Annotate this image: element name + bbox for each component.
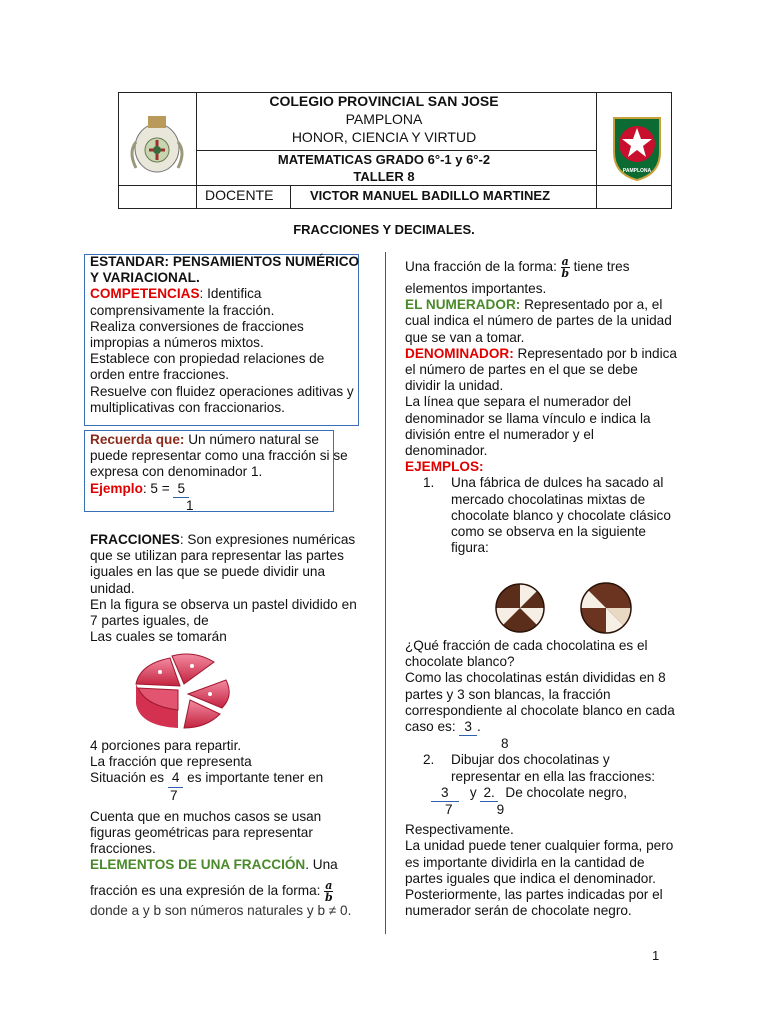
school-motto: HONOR, CIENCIA Y VIRTUD	[291, 129, 477, 145]
fracciones-label: FRACCIONES	[90, 532, 180, 547]
cuenta-text: Cuenta que en muchos casos se usan figuras geométricas para representar fracciones.	[90, 808, 322, 857]
example-1	[405, 475, 677, 556]
situacion-paragraph	[90, 770, 362, 787]
teacher-label: DOCENTE	[205, 187, 274, 203]
porciones-text: 4 porciones para repartir.	[90, 738, 242, 753]
ejemplo-label: Ejemplo	[90, 480, 143, 496]
competencias-paragraph	[90, 286, 360, 318]
recuerda-paragraph	[90, 432, 355, 481]
example-1-number: 1.	[423, 475, 435, 491]
standard-text: ESTANDAR: PENSAMIENTOS NUMÉRICO Y VARIACIONAL.	[90, 254, 360, 286]
school-city: PAMPLONA	[345, 111, 423, 127]
ejemplo-paragraph	[90, 481, 355, 498]
example-1-text: Una fábrica de dulces ha sacado al mercado chocolatinas mixtas de chocolate blanco y chocolate clásico como se observa en la siguiente figura:	[451, 475, 671, 556]
page-number: 1	[652, 948, 660, 963]
fraction-ab-right: $\frac{a}{b}$	[561, 255, 570, 280]
fractions-line	[405, 785, 677, 802]
donde-text: donde a y b son números naturales y b ≠ 0.	[90, 902, 352, 918]
workshop-number: TALLER 8	[353, 169, 415, 184]
fractions-denominators	[405, 802, 677, 818]
fracciones-paragraph	[90, 532, 362, 597]
como-paragraph: Como las chocolatinas están divididas en 8 partes y 3 son blancas, la fracción correspondiente al chocolate blanco en cada caso es: 3 .	[405, 670, 677, 736]
fraction-2-denominator: 9	[496, 802, 505, 818]
como-denominator: 8	[501, 736, 509, 752]
fracciones-text: : Son expresiones numéricas que se utilizan para representar las partes iguales en las que se puede dividir una unidad.	[90, 532, 356, 596]
denominador-text: Representado por b indica el número de partes en el que se debe dividir la unidad.	[405, 345, 677, 394]
competencia-4: Resuelve con fluidez operaciones aditivas y multiplicativas con fraccionarios.	[90, 383, 354, 415]
competencias-text: : Identifica comprensivamente la fracción.	[90, 286, 275, 318]
cake-image	[130, 644, 236, 732]
numerador-label: EL NUMERADOR:	[405, 297, 521, 313]
respectivamente-text: Respectivamente.	[405, 822, 514, 838]
y-text: y	[469, 784, 477, 800]
unidad-text: La unidad puede tener cualquier forma, pero es importante dividirla en la cantidad de partes iguales que indica el denominador. Posteriormente, las partes indicadas por el numerador serán de chocolate negro.	[405, 838, 674, 919]
logo-city-text: PAMPLONA	[622, 168, 652, 174]
linea-text: La línea que separa el numerador del denominador se llama vínculo e indica la división entre el numerador y el denominador.	[405, 394, 651, 459]
teacher-name: VICTOR MANUEL BADILLO MARTINEZ	[310, 188, 551, 203]
numerador-paragraph	[405, 297, 677, 346]
elementos-text: . Una	[305, 857, 338, 873]
forma-paragraph	[90, 880, 362, 903]
elementos-label: ELEMENTOS DE UNA FRACCIÓN	[90, 857, 306, 873]
situacion-denominator: 7	[170, 787, 178, 803]
elementos-importantes: elementos importantes.	[405, 281, 547, 296]
page-title: FRACCIONES Y DECIMALES.	[293, 222, 475, 237]
column-divider	[385, 252, 386, 934]
school-name: COLEGIO PROVINCIAL SAN JOSE	[269, 93, 499, 109]
forma-right-paragraph	[405, 256, 677, 279]
ejemplo-denominator: 1	[186, 497, 194, 513]
chocolate-image-1	[495, 583, 545, 633]
forma-right-b: tiene tres	[569, 259, 630, 275]
como-numerator: 3	[459, 719, 477, 736]
competencia-2: Realiza conversiones de fracciones impropias a números mixtos.	[90, 318, 304, 351]
forma-right-a: Una fracción de la forma:	[405, 259, 561, 275]
negro-text: De chocolate negro,	[505, 784, 628, 800]
example-2	[405, 752, 677, 784]
forma-text: fracción es una expresión de la forma:	[90, 882, 325, 898]
pregunta-text: ¿Qué fracción de cada chocolatina es el chocolate blanco?	[405, 638, 648, 670]
denominador-label: DENOMINADOR:	[405, 345, 514, 361]
fraction-1-numerator: 3	[431, 785, 459, 802]
subject-grade: MATEMATICAS GRADO 6°-1 y 6°-2	[277, 152, 491, 167]
recuerda-label: Recuerda que:	[90, 432, 185, 447]
ejemplo-text: : 5 =	[142, 480, 174, 496]
example-2-number: 2.	[423, 752, 435, 768]
ejemplos-label: EJEMPLOS:	[405, 459, 484, 475]
numerador-text: Representado por a, el cual indica el número de partes de la unidad que se van a tomar.	[405, 297, 672, 345]
ejemplo-numerator: 5	[173, 481, 189, 498]
representa-text: La fracción que representa	[90, 754, 252, 770]
fraction-1-denominator: 7	[445, 802, 453, 818]
elementos-paragraph	[90, 857, 362, 873]
figure-description-2: Las cuales se tomarán	[90, 629, 227, 645]
chocolate-image-2	[580, 582, 632, 634]
situacion-text-a: Situación es	[90, 770, 168, 786]
fraction-2-numerator: 2.	[480, 785, 497, 802]
competencias-label: COMPETENCIAS	[90, 286, 200, 302]
como-text: Como las chocolatinas están divididas en 8 partes y 3 son blancas, la fracción correspondiente al chocolate blanco en cada caso es:	[405, 670, 675, 735]
recuerda-text: Un número natural se puede representar como una fracción si se expresa con denominador 1.	[90, 432, 348, 480]
situacion-numerator: 4	[168, 770, 184, 787]
situacion-text-b: es importante tener en	[183, 770, 324, 786]
fraction-ab: $\frac{a}{b}$	[324, 878, 333, 904]
competencia-3: Establece con propiedad relaciones de orden entre fracciones.	[90, 351, 325, 383]
example-2-text: Dibujar dos chocolatinas y representar en ella las fracciones:	[451, 752, 656, 784]
denominador-paragraph	[405, 346, 677, 395]
figure-description-1: En la figura se observa un pastel dividido en 7 partes iguales, de	[90, 596, 357, 629]
